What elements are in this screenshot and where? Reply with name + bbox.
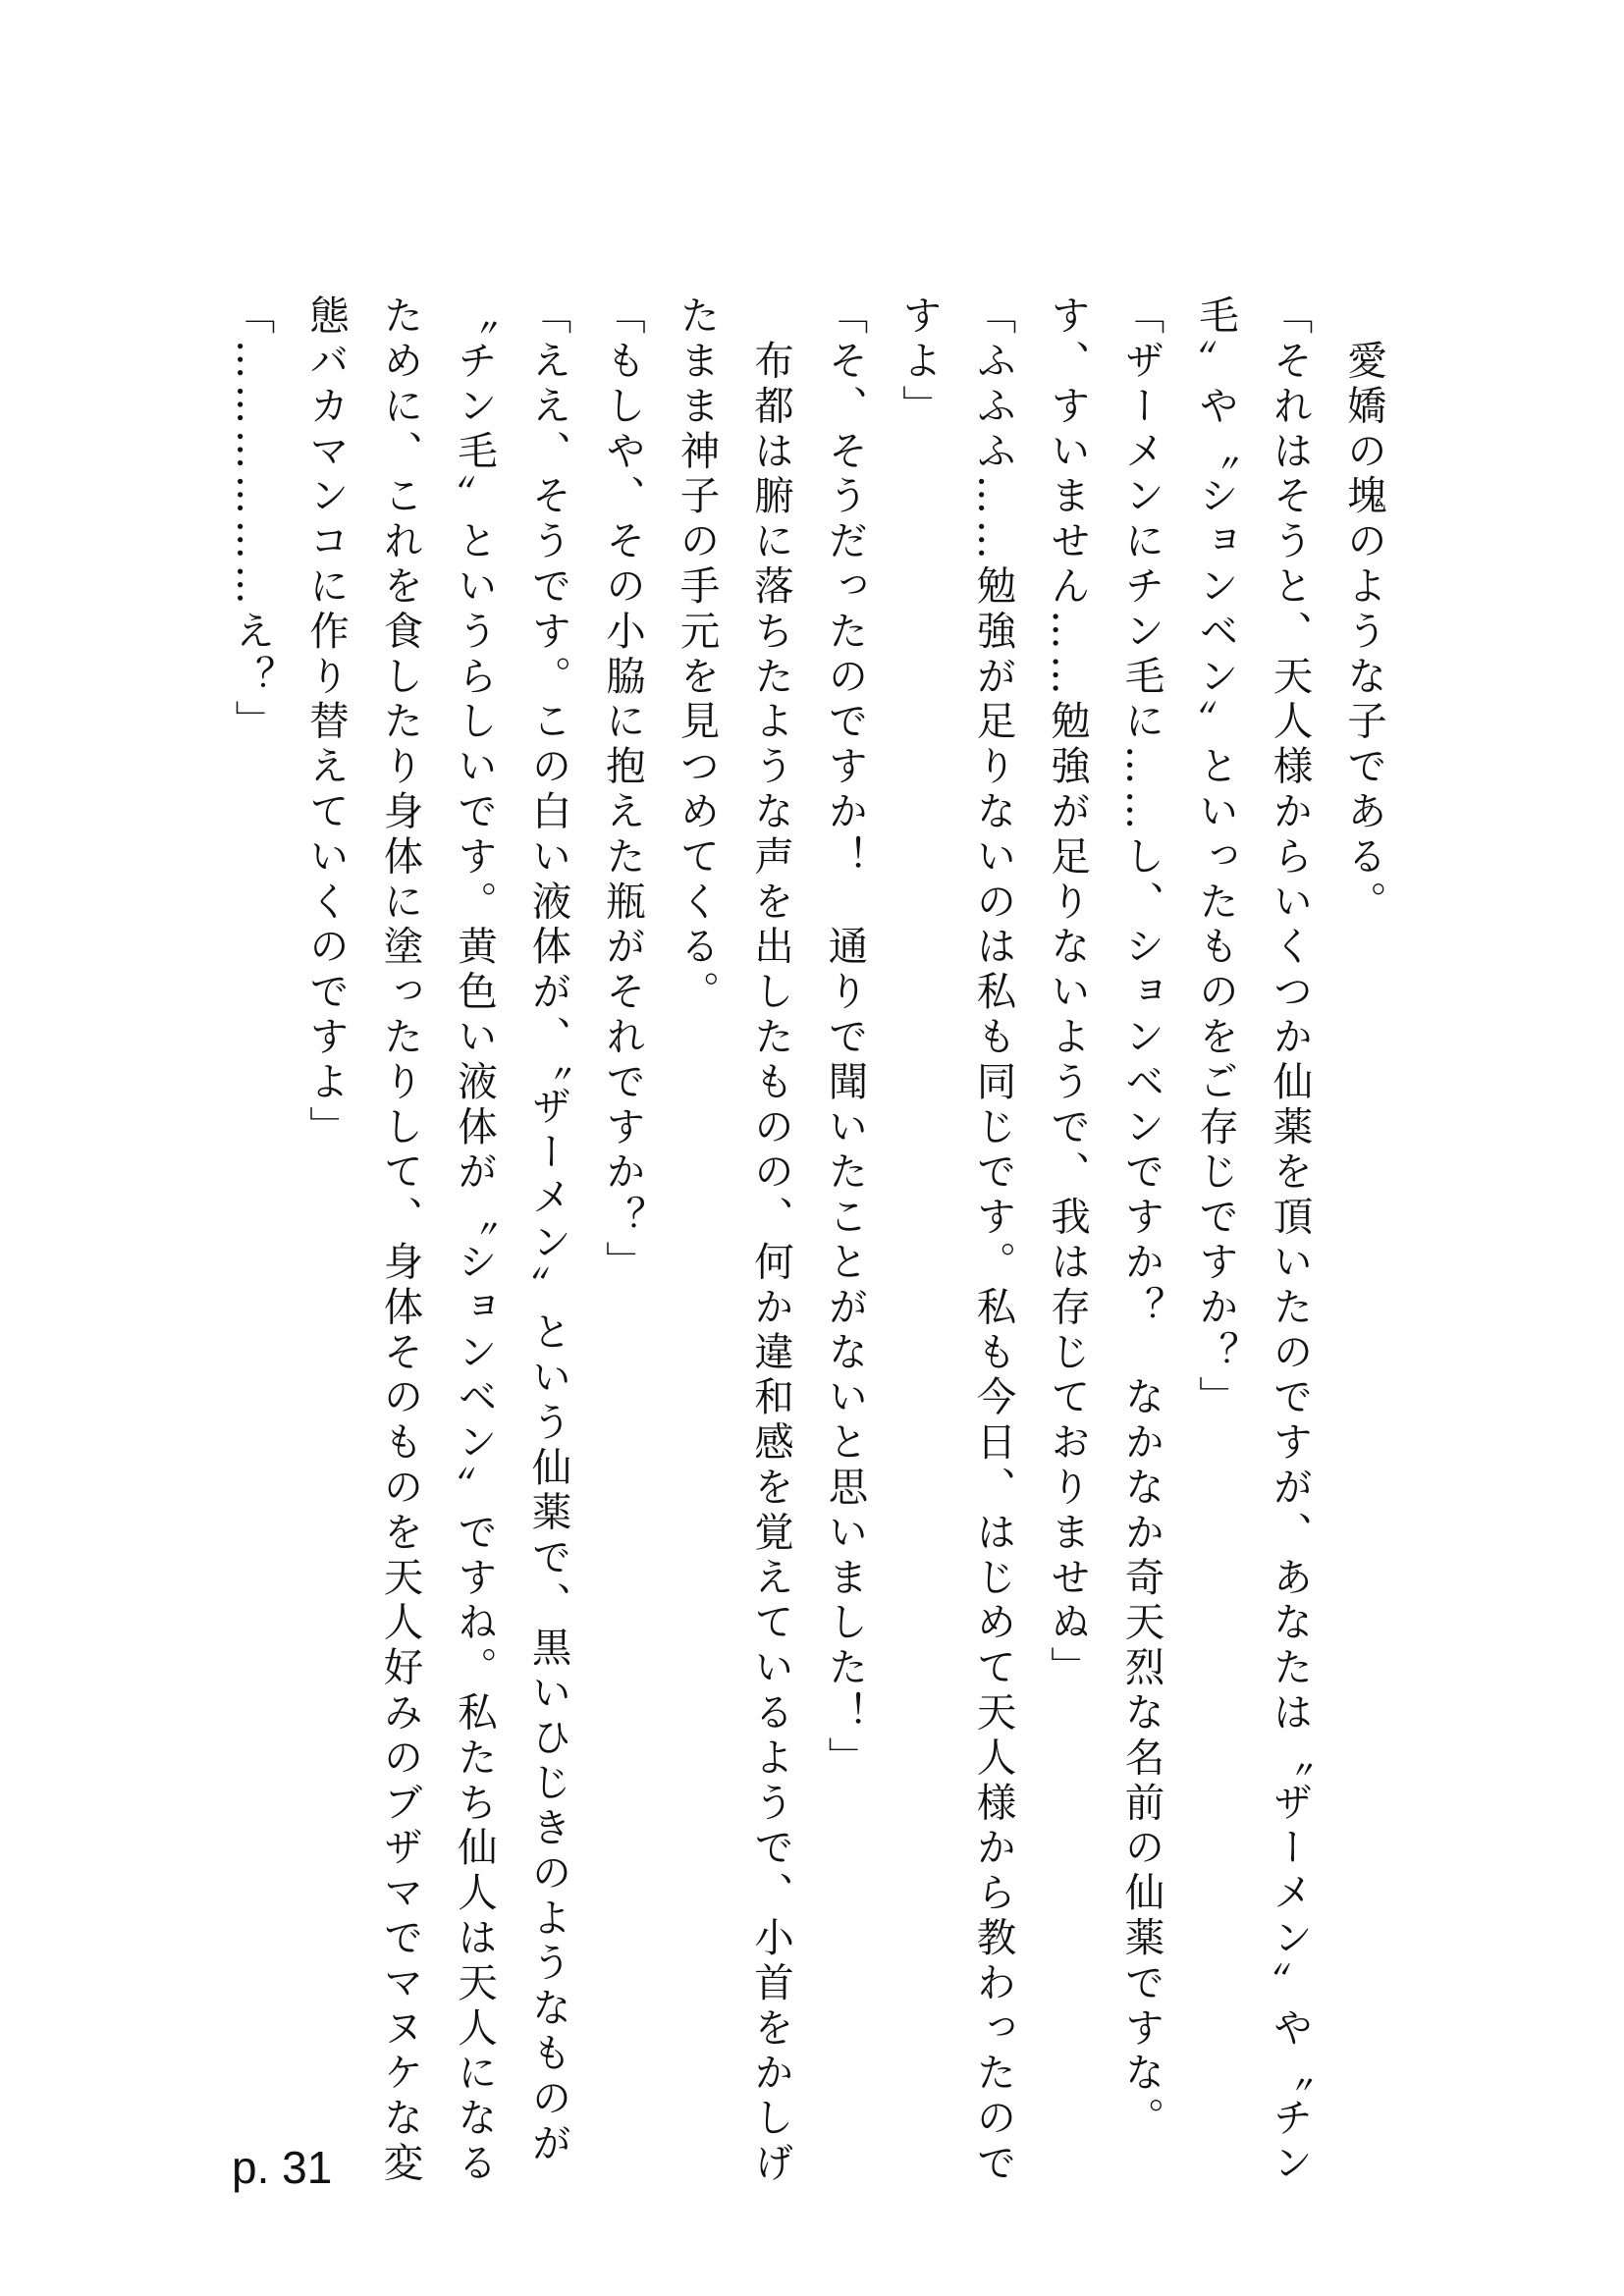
paragraph: 「ザーメンにチン毛に……し、ションベンですか？ なかなか奇天烈な名前の仙薬ですな。す、すいません……勉強が足りないようで、我は存じておりませぬ」 bbox=[1044, 294, 1165, 2142]
paragraph: 「………………え？」 bbox=[228, 294, 276, 745]
paragraph: 「ええ、そうです。この白い液体が、〝ザーメン〟という仙薬で、黒いひじきのようなものが〝チン毛〟というらしいです。黄色い液体が〝ションベン〟ですね。私たち仙人は天人になるために、これを食したり身体に塗ったりして、身体そのものを天人好みのブザマでマヌケな変態バカマンコに作り替えていくのですよ」 bbox=[302, 294, 572, 2187]
page-number: p. 31 bbox=[232, 2142, 333, 2193]
paragraph: 「そ、そうだったのですか！ 通りで聞いたことがないと思いました！」 bbox=[821, 294, 869, 1782]
paragraph: 「ふふふ……勉強が足りないのは私も同じです。私も今日、はじめて天人様から教わったのですよ」 bbox=[895, 294, 1017, 2187]
paragraph: 「もしや、その小脇に抱えた瓶がそれですか？」 bbox=[599, 294, 646, 1286]
paragraph: 布都は腑に落ちたような声を出したものの、何か違和感を覚えているようで、小首をかしげたまま神子の手元を見つめてくる。 bbox=[673, 294, 794, 2187]
paragraph: 「それはそうと、天人様からいくつか仙薬を頂いたのですが、あなたは〝ザーメン〟や〝チン毛〟や〝ションベン〟といったものをご存じですか？」 bbox=[1192, 294, 1314, 2187]
paragraph: 愛嬌の塊のような子である。 bbox=[1340, 294, 1387, 926]
vertical-text-body bbox=[222, 294, 1400, 2218]
